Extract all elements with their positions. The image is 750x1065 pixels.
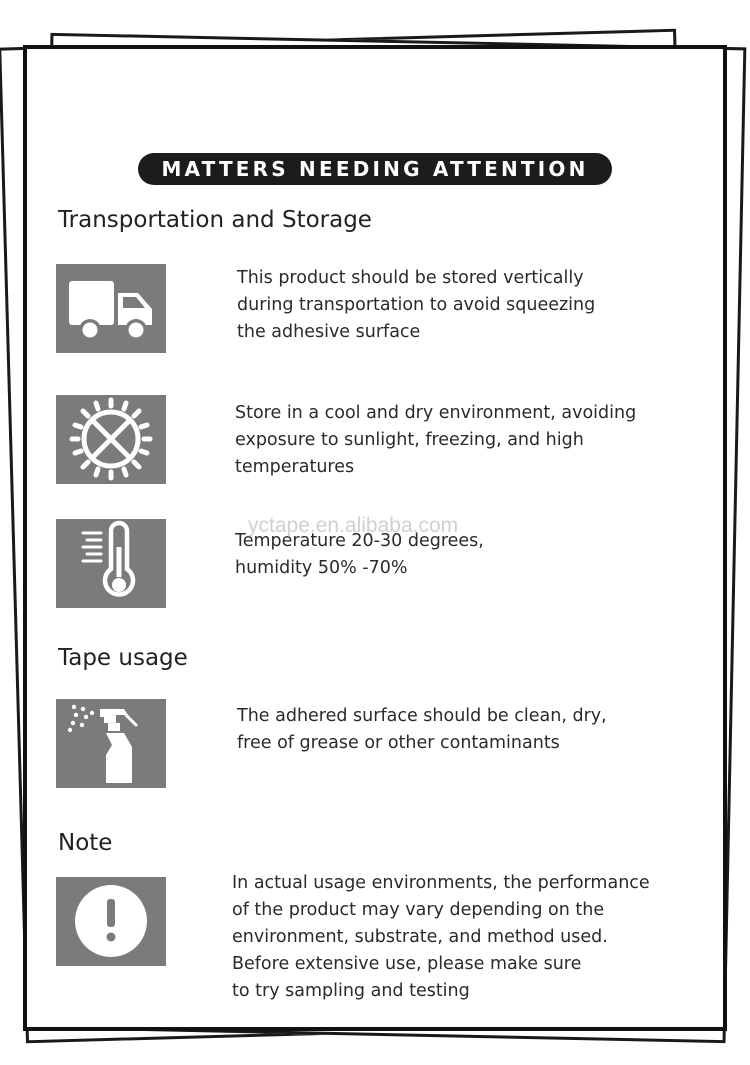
text-line: to try sampling and testing xyxy=(232,981,470,1001)
section-title-usage: Tape usage xyxy=(58,645,188,671)
text-line: free of grease or other contaminants xyxy=(237,733,560,753)
truck-icon xyxy=(56,264,166,353)
text-line: exposure to sunlight, freezing, and high xyxy=(235,430,584,450)
no-sun-icon xyxy=(56,395,166,484)
text-line: during transportation to avoid squeezing xyxy=(237,295,596,315)
text-line: The adhered surface should be clean, dry, xyxy=(237,706,607,726)
watermark: yctape.en.alibaba.com xyxy=(248,514,459,537)
attention-banner: MATTERS NEEDING ATTENTION xyxy=(138,153,612,185)
text-line: of the product may vary depending on the xyxy=(232,900,605,920)
section-title-note: Note xyxy=(58,830,113,856)
text-line: Store in a cool and dry environment, avoiding xyxy=(235,403,637,423)
text-line: temperatures xyxy=(235,457,355,477)
text-line: environment, substrate, and method used. xyxy=(232,927,608,947)
text-line: This product should be stored vertically xyxy=(237,268,584,288)
text-line: In actual usage environments, the performance xyxy=(232,873,650,893)
thermometer-icon xyxy=(56,519,166,608)
section-title-transport: Transportation and Storage xyxy=(58,207,372,233)
exclamation-icon xyxy=(56,877,166,966)
transport-text-2 xyxy=(235,400,636,481)
note-text-1 xyxy=(232,870,650,1005)
usage-text-1 xyxy=(237,703,607,757)
text-line: Temperature 20-30 degrees, xyxy=(235,531,484,551)
transport-text-1 xyxy=(237,265,595,346)
text-line: Before extensive use, please make sure xyxy=(232,954,582,974)
text-line: the adhesive surface xyxy=(237,322,421,342)
spray-bottle-icon xyxy=(56,699,166,788)
text-line: humidity 50% -70% xyxy=(235,558,408,578)
